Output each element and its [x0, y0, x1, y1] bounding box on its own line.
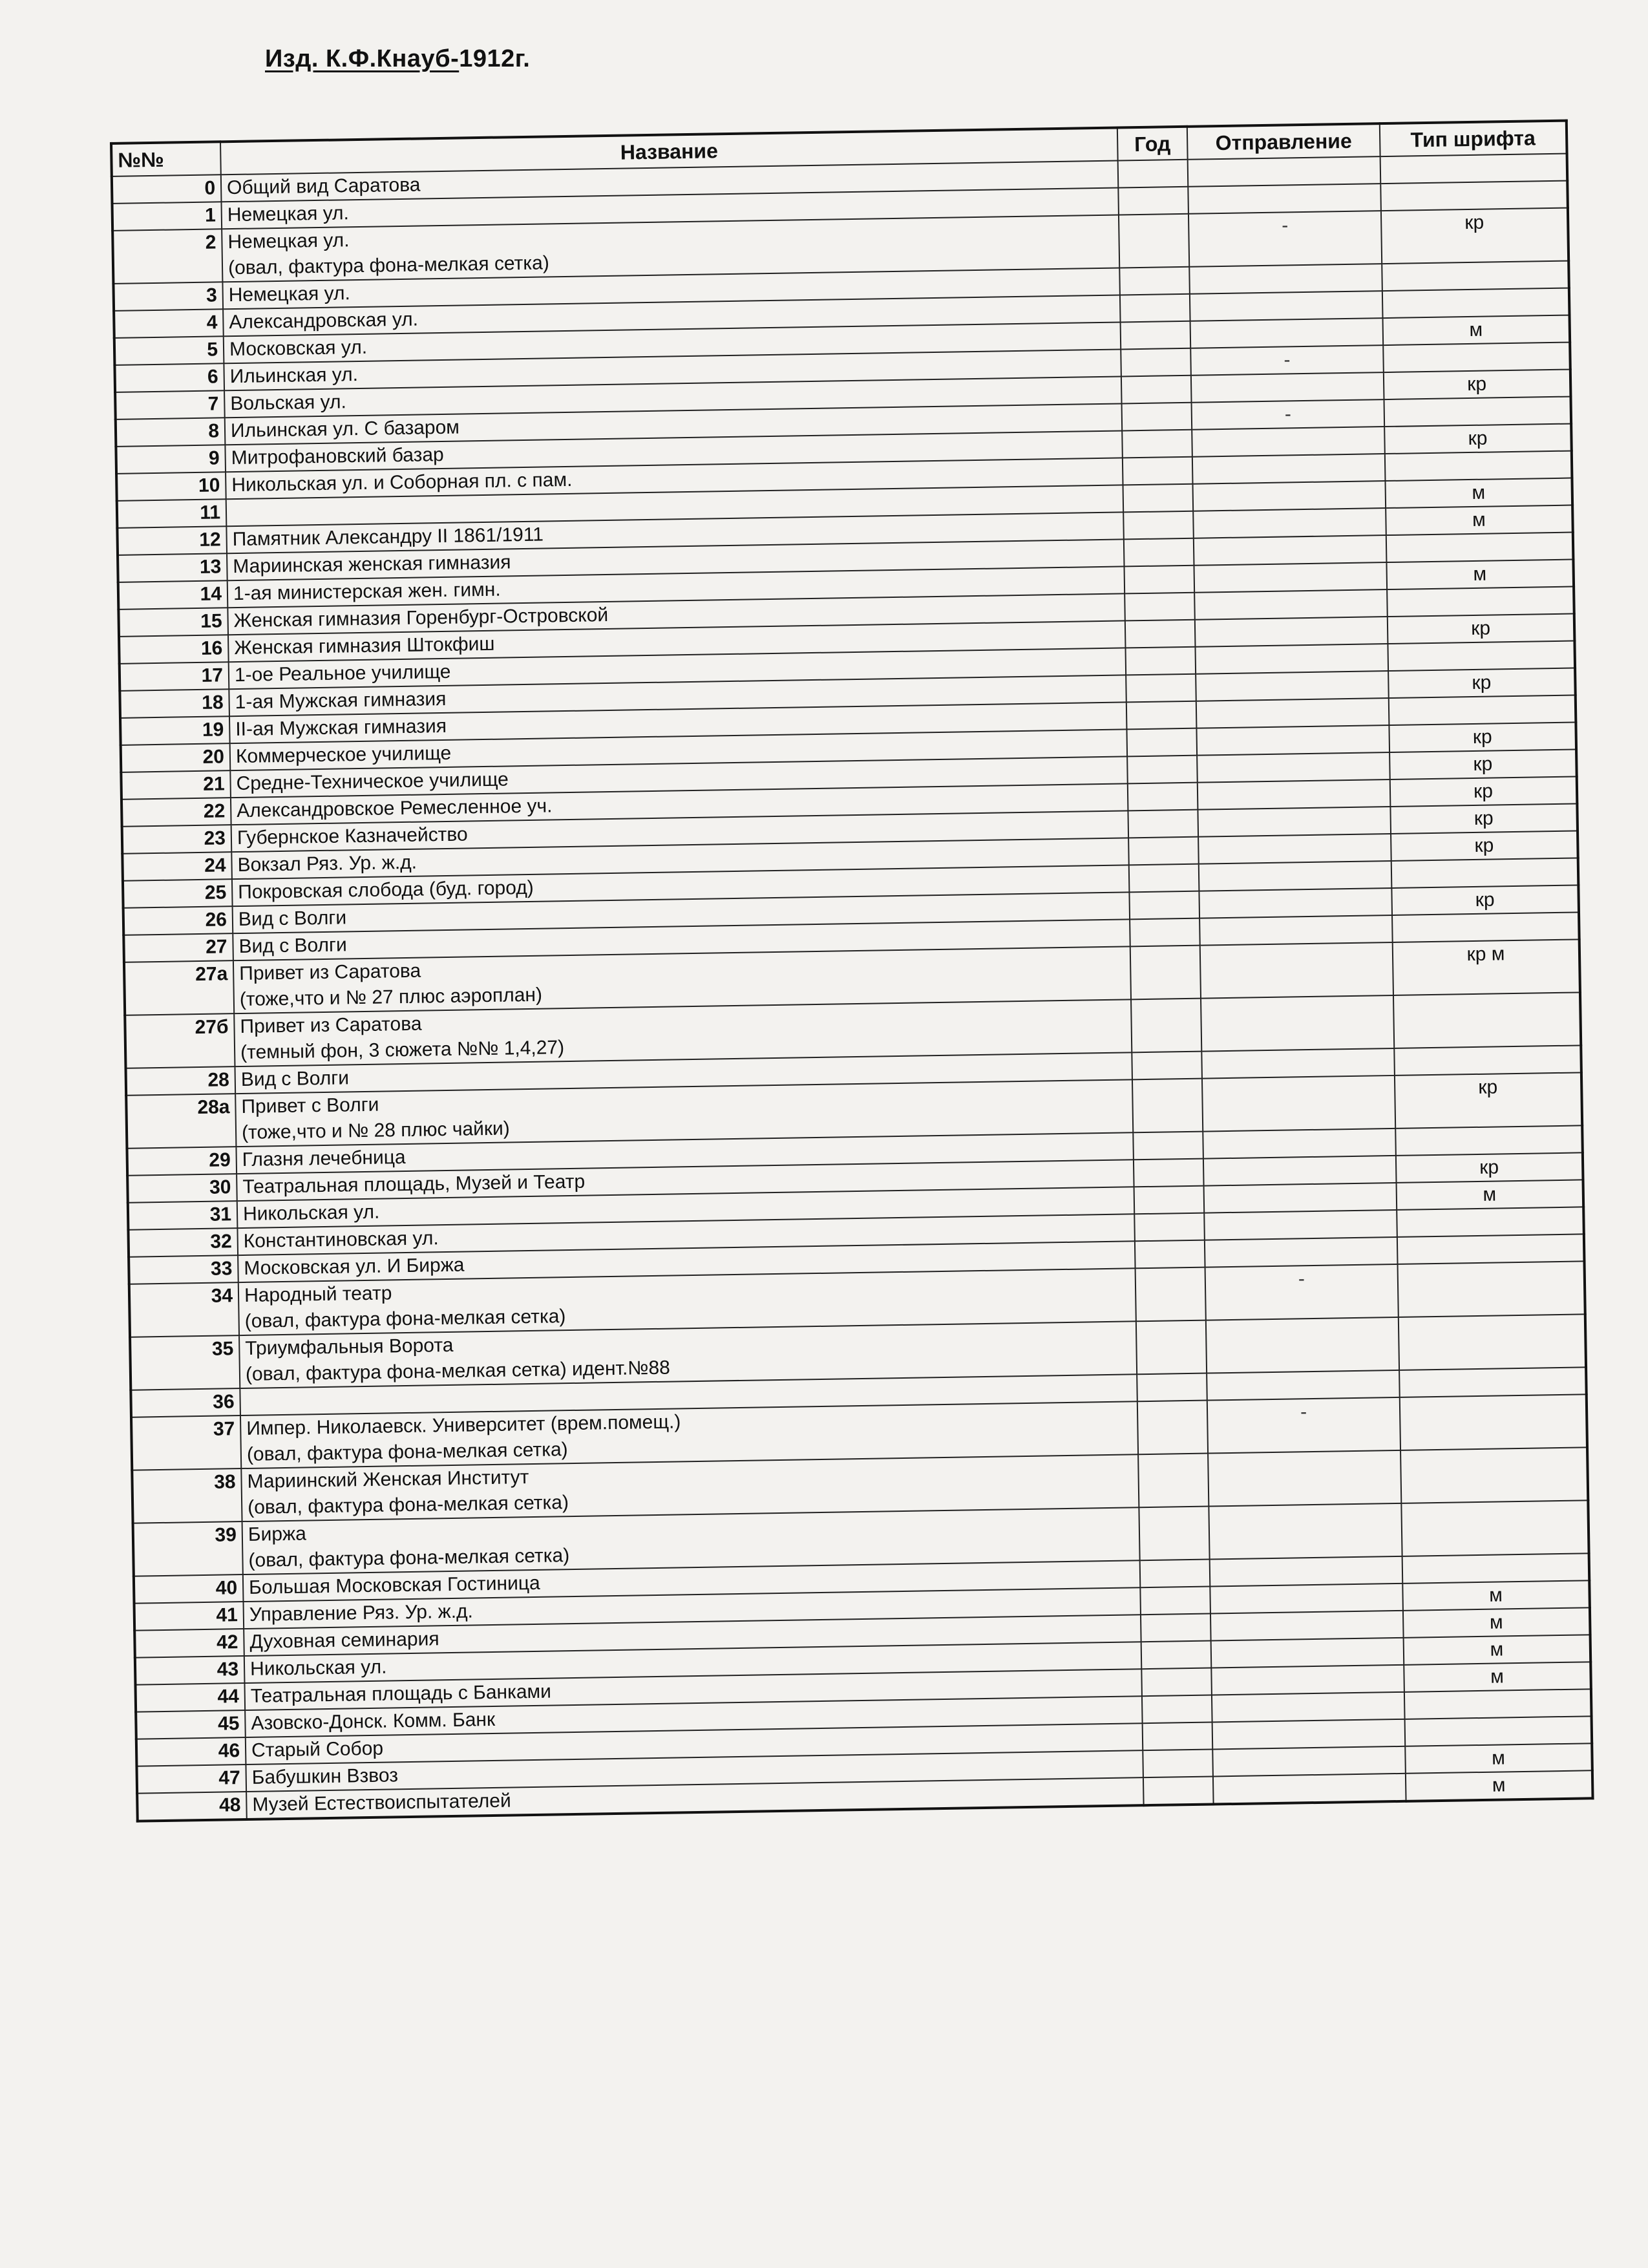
row-font-type: м	[1385, 478, 1572, 509]
row-font-type: кр	[1388, 668, 1576, 698]
row-name-line1: Привет с Волги	[241, 1094, 379, 1118]
row-year	[1143, 1777, 1214, 1806]
row-sent	[1205, 1237, 1398, 1267]
column-header-name: Название	[220, 128, 1118, 175]
row-sent	[1192, 454, 1386, 484]
row-year	[1125, 620, 1196, 648]
row-name-line2: (тоже,что и № 28 плюс чайки)	[241, 1118, 511, 1143]
row-name-line2: (тоже,что и № 27 плюс аэроплан)	[239, 984, 543, 1011]
row-font-type: кр	[1388, 614, 1575, 644]
catalog-table	[110, 120, 1594, 1823]
row-year	[1121, 321, 1191, 350]
table-body	[112, 154, 1593, 1821]
row-sent	[1204, 1183, 1397, 1213]
row-font-type	[1385, 451, 1572, 482]
row-year	[1122, 430, 1192, 458]
row-year	[1134, 1159, 1204, 1187]
publisher-label: Изд. К.Ф.Кнауб-	[265, 45, 460, 72]
row-font-type	[1399, 1367, 1587, 1397]
row-year	[1130, 946, 1201, 1000]
row-font-type	[1404, 1689, 1592, 1719]
row-name-line1: Никольская ул. и Соборная пл. с пам.	[231, 469, 573, 496]
row-number: 8	[116, 418, 226, 447]
row-sent	[1203, 1156, 1397, 1186]
row-number: 13	[118, 553, 227, 582]
row-font-type: кр м	[1393, 939, 1580, 995]
row-number: 9	[116, 445, 226, 474]
row-year	[1129, 864, 1199, 893]
catalog-table-wrapper	[110, 120, 1550, 2139]
row-font-type	[1382, 261, 1569, 291]
row-year	[1132, 1052, 1202, 1080]
row-sent	[1207, 1370, 1400, 1401]
row-name-line1: 1-ое Реальное училище	[234, 661, 451, 686]
row-sent	[1193, 508, 1386, 538]
row-font-type: м	[1405, 1743, 1592, 1774]
row-font-type	[1380, 181, 1568, 211]
row-font-type	[1399, 1314, 1586, 1370]
row-name-line1: Привет из Саратова	[240, 1013, 422, 1038]
row-font-type: м	[1403, 1607, 1590, 1638]
row-year	[1123, 511, 1194, 540]
row-name-line1: 1-ая Мужская гимназия	[235, 688, 447, 714]
row-number: 11	[117, 499, 227, 528]
row-name-line2: (овал, фактура фона-мелкая сетка) идент.№88	[245, 1357, 671, 1385]
row-year	[1121, 376, 1192, 404]
row-sent	[1195, 644, 1388, 674]
row-sent	[1212, 1746, 1406, 1777]
row-number: 35	[130, 1335, 240, 1390]
page-title	[265, 45, 530, 73]
column-header-num: №№	[111, 142, 221, 176]
row-name-line1: Глазня лечебница	[242, 1147, 406, 1171]
row-font-type: кр	[1389, 722, 1576, 752]
row-number: 41	[134, 1602, 244, 1631]
row-number: 47	[136, 1765, 246, 1794]
row-name-line1: Александровское Ремесленное уч.	[237, 795, 553, 822]
row-name-line1: Памятник Александру II 1861/1911	[232, 524, 544, 551]
row-name-line1: Никольская ул.	[249, 1656, 387, 1680]
row-year	[1132, 1079, 1203, 1133]
row-number: 29	[127, 1147, 237, 1176]
row-font-type: м	[1404, 1662, 1591, 1692]
column-header-sent: Отправление	[1187, 123, 1380, 160]
row-name-line2: (овал, фактура фона-мелкая сетка)	[227, 252, 550, 279]
row-sent	[1211, 1638, 1404, 1668]
row-font-type	[1400, 1394, 1587, 1450]
row-name-line1: Московская ул.	[229, 336, 368, 361]
row-year	[1119, 214, 1189, 268]
row-number: 17	[120, 662, 229, 691]
row-year	[1124, 538, 1194, 567]
row-name-line2: (овал, фактура фона-мелкая сетка)	[247, 1492, 569, 1518]
row-year	[1128, 810, 1198, 838]
row-year	[1134, 1186, 1205, 1214]
row-number: 27а	[124, 960, 234, 1015]
row-name-line1: Биржа	[248, 1523, 307, 1545]
row-year	[1137, 1401, 1208, 1455]
row-sent	[1198, 807, 1391, 837]
row-number: 16	[119, 635, 229, 664]
row-sent	[1188, 184, 1381, 214]
row-name-line1: Вокзал Ряз. Ур. ж.д.	[237, 851, 417, 876]
row-sent	[1188, 156, 1381, 187]
row-name-line1: Митрофановский базар	[231, 443, 444, 469]
row-font-type	[1397, 1207, 1584, 1237]
row-sent	[1190, 318, 1384, 348]
row-year	[1118, 160, 1188, 188]
row-sent	[1204, 1210, 1397, 1240]
row-year	[1143, 1750, 1213, 1778]
row-year	[1118, 187, 1188, 215]
row-name-line1: Немецкая ул.	[227, 229, 350, 253]
row-sent	[1203, 1129, 1396, 1159]
row-font-type: кр	[1384, 370, 1571, 400]
row-year	[1136, 1320, 1207, 1375]
row-number: 28а	[126, 1094, 236, 1149]
row-number: 40	[134, 1574, 244, 1604]
row-number: 46	[136, 1737, 246, 1766]
row-name-line1: Александровская ул.	[229, 308, 419, 334]
row-font-type	[1389, 695, 1576, 725]
row-sent	[1194, 535, 1387, 566]
row-number: 19	[120, 716, 230, 745]
row-number: 38	[132, 1468, 242, 1523]
row-number: 28	[126, 1066, 236, 1096]
row-number: 37	[131, 1415, 241, 1470]
row-year	[1126, 728, 1197, 757]
row-font-type: м	[1404, 1635, 1591, 1665]
row-font-type	[1398, 1261, 1585, 1317]
row-sent: -	[1192, 399, 1385, 430]
row-sent	[1192, 427, 1385, 457]
row-year	[1140, 1560, 1210, 1588]
row-font-type	[1388, 641, 1575, 671]
row-font-type	[1387, 587, 1574, 617]
row-name-line1: Управление Ряз. Ур. ж.д.	[249, 1600, 474, 1626]
row-sent	[1199, 915, 1393, 946]
row-number: 36	[131, 1388, 240, 1417]
row-number: 43	[135, 1656, 245, 1685]
row-font-type: кр	[1390, 776, 1578, 807]
row-number: 20	[121, 743, 231, 772]
row-sent	[1199, 888, 1392, 918]
row-sent	[1211, 1665, 1404, 1695]
year-label: 1912г.	[459, 45, 531, 72]
row-year	[1138, 1454, 1209, 1508]
row-name-line1: Ильинская ул.	[229, 364, 359, 388]
row-number: 34	[129, 1282, 239, 1337]
row-year	[1121, 348, 1191, 377]
row-font-type: м	[1386, 560, 1574, 590]
row-sent: -	[1207, 1397, 1400, 1454]
row-year	[1141, 1668, 1212, 1697]
row-sent	[1190, 291, 1383, 321]
row-name-line1: Триумфальныя Ворота	[245, 1334, 454, 1359]
row-number: 44	[135, 1683, 245, 1712]
row-sent	[1196, 725, 1389, 756]
row-font-type	[1395, 1125, 1583, 1156]
row-sent	[1191, 372, 1384, 403]
row-font-type: кр	[1391, 831, 1578, 861]
row-sent	[1212, 1692, 1405, 1722]
row-font-type	[1384, 397, 1571, 427]
row-number: 45	[136, 1710, 246, 1739]
row-name-line2: (овал, фактура фона-мелкая сетка)	[246, 1439, 568, 1465]
row-sent	[1199, 861, 1392, 891]
row-font-type	[1402, 1553, 1590, 1584]
row-font-type	[1383, 343, 1570, 373]
row-font-type: кр	[1381, 208, 1569, 264]
row-number: 27б	[125, 1013, 235, 1068]
row-name-line1: Губернское Казначейство	[237, 823, 468, 849]
row-number: 33	[129, 1255, 238, 1284]
row-number: 26	[123, 906, 233, 935]
row-number: 30	[127, 1174, 237, 1203]
row-year	[1125, 566, 1195, 594]
row-number: 15	[118, 608, 228, 637]
row-year	[1140, 1587, 1210, 1615]
row-name-line2: (овал, фактура фона-мелкая сетка)	[244, 1306, 566, 1332]
row-sent	[1195, 617, 1388, 647]
row-sent	[1209, 1503, 1402, 1560]
row-sent: -	[1188, 211, 1382, 267]
row-year	[1123, 457, 1193, 485]
row-year	[1125, 593, 1195, 621]
row-font-type	[1405, 1716, 1592, 1746]
row-sent	[1198, 834, 1391, 864]
row-name-line1: Большая Московская Гостиница	[248, 1572, 540, 1598]
row-font-type: м	[1386, 505, 1573, 536]
row-sent	[1196, 698, 1389, 728]
row-sent	[1200, 942, 1393, 999]
row-number: 24	[122, 852, 232, 881]
row-name-line1: Средне-Техническое училище	[236, 768, 509, 795]
row-number: 25	[123, 879, 233, 908]
row-name-line1: Коммерческое училище	[235, 742, 452, 768]
row-sent	[1194, 562, 1387, 593]
row-sent	[1210, 1611, 1404, 1641]
row-year	[1120, 294, 1190, 323]
row-number: 10	[116, 472, 226, 501]
row-name-line1: Привет из Саратова	[238, 960, 421, 985]
row-name-line1: II-ая Мужская гимназия	[235, 715, 447, 741]
row-name-line1: Мариинская женская гимназия	[233, 551, 511, 578]
row-year	[1130, 918, 1200, 947]
row-sent	[1213, 1774, 1406, 1805]
row-name-line1: Константиновская ул.	[243, 1227, 439, 1252]
row-name-line1: Бабушкин Взвоз	[251, 1765, 399, 1788]
row-number: 3	[113, 282, 223, 311]
row-name-line1: Азовско-Донск. Комм. Банк	[251, 1708, 496, 1734]
row-font-type	[1392, 912, 1579, 942]
row-name-line1: Покровская слобода (буд. город)	[237, 876, 534, 904]
row-font-type: кр	[1396, 1152, 1583, 1183]
column-header-font: Тип шрифта	[1380, 121, 1567, 157]
row-year	[1128, 837, 1199, 865]
row-year	[1125, 647, 1196, 675]
row-name-line1: Женская гимназия Штокфиш	[234, 633, 495, 659]
row-name-line1: Общий вид Саратова	[226, 174, 421, 199]
row-name-line1: Вольская ул.	[230, 391, 347, 415]
row-number: 22	[121, 798, 231, 827]
row-name-line1: Старый Собор	[251, 1737, 384, 1761]
row-number: 7	[115, 390, 225, 419]
row-number: 21	[121, 770, 231, 800]
row-year	[1129, 891, 1199, 920]
row-number: 42	[134, 1629, 244, 1658]
row-font-type: кр	[1395, 1072, 1582, 1129]
row-name-line1: Вид с Волги	[238, 934, 347, 958]
row-sent	[1189, 264, 1382, 294]
row-year	[1141, 1614, 1211, 1642]
row-font-type	[1393, 992, 1581, 1048]
row-sent	[1198, 779, 1391, 810]
row-font-type: м	[1402, 1580, 1590, 1611]
row-font-type	[1391, 858, 1579, 888]
row-year	[1119, 267, 1190, 295]
row-font-type	[1394, 1045, 1581, 1076]
row-font-type: кр	[1389, 749, 1577, 779]
row-sent	[1212, 1719, 1406, 1750]
row-name-line1: Вид с Волги	[240, 1067, 350, 1090]
row-number: 18	[120, 689, 229, 718]
row-sent	[1202, 1076, 1395, 1132]
row-number: 12	[117, 526, 227, 555]
row-name-line1: Народный театр	[244, 1282, 392, 1306]
row-year	[1126, 674, 1196, 703]
row-number: 48	[137, 1792, 247, 1821]
row-font-type	[1382, 288, 1570, 319]
row-year	[1135, 1240, 1205, 1269]
row-name-line1: Ильинская ул. С базаром	[230, 416, 460, 442]
row-font-type	[1400, 1447, 1588, 1503]
row-sent	[1201, 1048, 1395, 1079]
row-font-type	[1397, 1234, 1585, 1264]
row-name-line1: Импер. Николаевск. Университет (врем.помещ.)	[246, 1411, 681, 1439]
row-year	[1134, 1213, 1205, 1242]
row-sent	[1201, 995, 1394, 1052]
column-header-year: Год	[1117, 127, 1188, 161]
row-font-type	[1386, 533, 1574, 563]
row-name-line2: (овал, фактура фона-мелкая сетка)	[248, 1545, 570, 1571]
row-year	[1142, 1695, 1212, 1724]
row-number: 2	[112, 229, 222, 284]
row-font-type: м	[1406, 1770, 1593, 1801]
row-font-type: кр	[1391, 885, 1579, 915]
row-year	[1131, 999, 1201, 1053]
row-year	[1137, 1373, 1207, 1402]
row-year	[1123, 484, 1194, 513]
row-number: 23	[122, 825, 232, 854]
row-font-type: кр	[1384, 424, 1572, 454]
row-year	[1133, 1132, 1203, 1160]
row-name-line1: Мариинский Женская Институт	[247, 1467, 529, 1492]
row-sent	[1194, 589, 1388, 620]
row-number: 32	[128, 1228, 238, 1257]
row-name-line1: Московская ул. И Биржа	[244, 1254, 465, 1279]
row-sent	[1210, 1556, 1403, 1587]
row-name-line1: Духовная семинария	[249, 1628, 439, 1653]
row-number: 5	[114, 336, 224, 365]
row-font-type: м	[1397, 1180, 1584, 1210]
row-name-line2: (темный фон, 3 сюжета №№ 1,4,27)	[240, 1037, 565, 1063]
row-sent	[1196, 671, 1389, 701]
row-font-type: кр	[1390, 803, 1578, 834]
row-number: 1	[112, 202, 222, 231]
row-year	[1141, 1641, 1212, 1669]
row-sent: -	[1205, 1264, 1399, 1320]
row-sent	[1210, 1584, 1403, 1614]
row-year	[1127, 756, 1198, 784]
row-sent	[1197, 752, 1390, 783]
row-font-type: м	[1383, 315, 1570, 346]
row-name-line1: Театральная площадь, Музей и Театр	[242, 1171, 586, 1198]
row-sent	[1208, 1450, 1401, 1507]
row-sent	[1193, 481, 1386, 511]
row-name-line1: Театральная площадь с Банками	[250, 1680, 552, 1707]
row-number: 4	[114, 309, 224, 338]
row-sent	[1206, 1317, 1399, 1373]
row-number: 27	[123, 933, 233, 962]
row-sent: -	[1190, 345, 1384, 376]
row-year	[1128, 783, 1198, 811]
row-font-type	[1380, 154, 1568, 184]
row-year	[1143, 1722, 1213, 1751]
row-number: 14	[118, 580, 228, 609]
row-font-type	[1401, 1500, 1589, 1556]
row-name-line1: Немецкая ул.	[227, 202, 350, 226]
row-name-line1: 1-ая министерская жен. гимн.	[233, 578, 501, 605]
row-name-line1: Немецкая ул.	[228, 282, 351, 306]
row-year	[1139, 1507, 1209, 1561]
row-number: 39	[133, 1521, 243, 1576]
row-name-line1: Музей Естествоиспытателей	[252, 1790, 511, 1816]
row-number: 6	[114, 363, 224, 392]
row-year	[1126, 701, 1197, 730]
row-number: 31	[128, 1201, 238, 1230]
row-name-line1: Женская гимназия Горенбург-Островской	[233, 604, 609, 632]
row-year	[1136, 1267, 1206, 1322]
row-year	[1122, 403, 1192, 431]
row-name-line1: Вид с Волги	[238, 907, 347, 931]
row-number: 0	[112, 175, 222, 204]
row-name-line1: Никольская ул.	[242, 1201, 380, 1225]
